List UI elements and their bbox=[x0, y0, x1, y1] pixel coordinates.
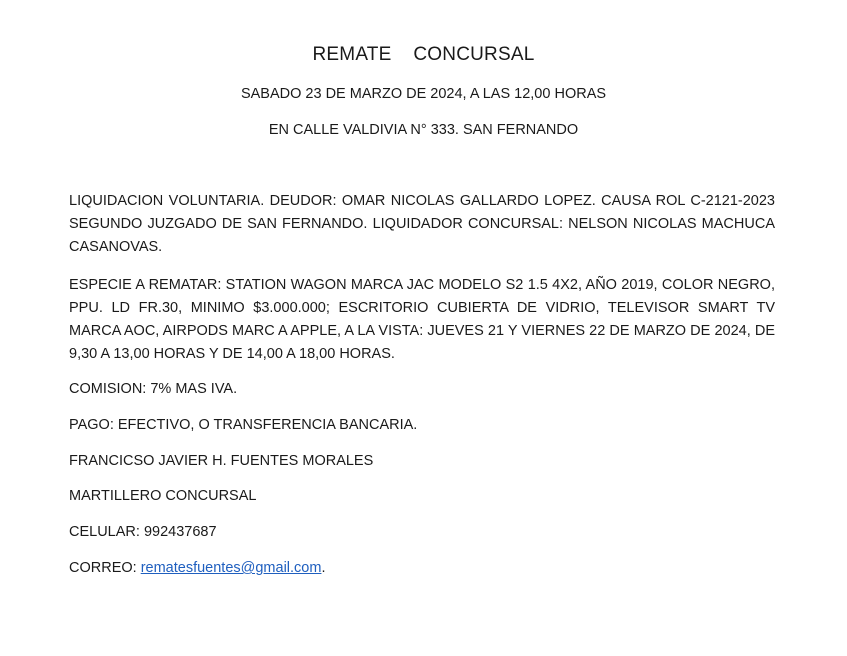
auction-address-line: EN CALLE VALDIVIA N° 333. SAN FERNANDO bbox=[268, 122, 579, 138]
martillero-name: FRANCICSO JAVIER H. FUENTES MORALES bbox=[69, 453, 374, 469]
liquidacion-paragraph: LIQUIDACION VOLUNTARIA. DEUDOR: OMAR NICOLAS GALLARDO LOPEZ. CAUSA ROL C-2121-2023 SEGUNDO JUZGADO DE SAN FERNANDO. LIQUIDADOR CONCURSAL: NELSON NICOLAS MACHUCA CASANOVAS. bbox=[69, 193, 775, 255]
document-title: REMATE CONCURSAL bbox=[312, 44, 535, 65]
email-link[interactable]: rematesfuentes@gmail.com bbox=[140, 560, 322, 576]
especie-paragraph: ESPECIE A REMATAR: STATION WAGON MARCA JAC MODELO S2 1.5 4X2, AÑO 2019, COLOR NEGRO, PPU. LD FR.30, MINIMO $3.000.000; ESCRITORIO CUBIERTA DE VIDRIO, TELEVISOR SMART TV MARCA AOC, AIRPODS MARC A APPLE, A LA VISTA: JUEVES 21 Y VIERNES 22 DE MARZO DE 2024, DE 9,30 A 13,00 HORAS Y DE 14,00 A 18,00 HORAS. bbox=[69, 277, 775, 362]
martillero-title: MARTILLERO CONCURSAL bbox=[69, 488, 257, 504]
pago-line: PAGO: EFECTIVO, O TRANSFERENCIA BANCARIA. bbox=[69, 417, 418, 433]
correo-label: CORREO: bbox=[69, 560, 141, 576]
correo-line bbox=[69, 560, 325, 576]
correo-suffix: . bbox=[321, 560, 326, 576]
auction-date-line: SABADO 23 DE MARZO DE 2024, A LAS 12,00 HORAS bbox=[240, 86, 607, 102]
comision-line: COMISION: 7% MAS IVA. bbox=[69, 381, 238, 397]
celular-line: CELULAR: 992437687 bbox=[69, 524, 217, 540]
